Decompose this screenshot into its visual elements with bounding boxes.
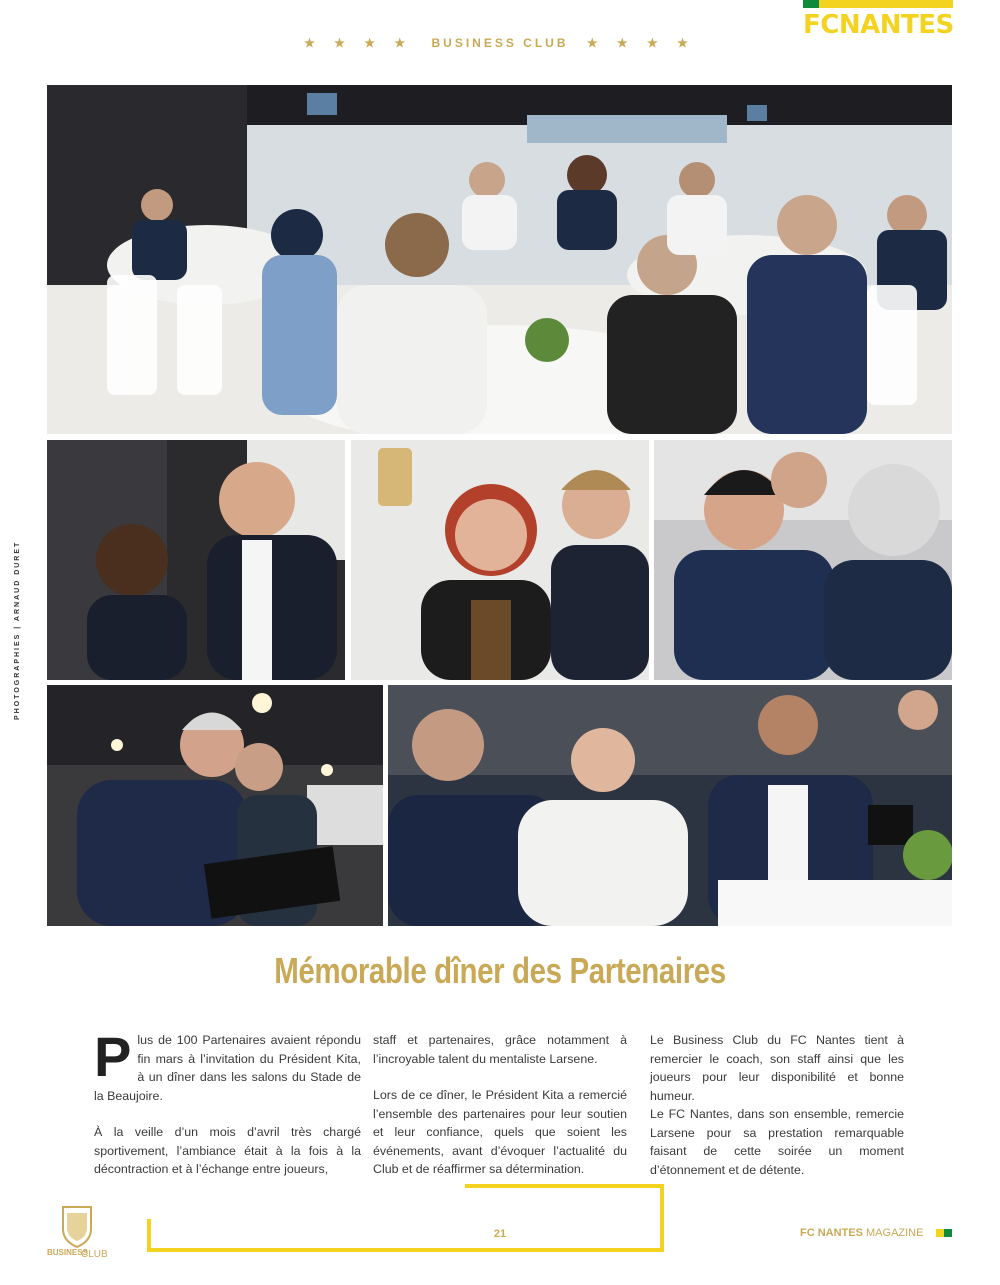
brand-yellow-block	[819, 0, 953, 8]
brand-color-bar	[803, 0, 953, 8]
col1-paragraph-2: À la veille d’un mois d’avril très chargé sportivement, l’ambiance était à la fois à la décontraction et à l’échange entre joueurs,	[94, 1125, 361, 1176]
col2-paragraph-1: staff et partenaires, grâce notamment à l’incroyable talent du mentaliste Larsene.	[373, 1033, 627, 1066]
footer-brand-bold: FC NANTES	[800, 1227, 863, 1239]
col1-paragraph-1: lus de 100 Partenaires avaient répondu fin mars à l’invitation du Président Kita, à un dîner dans les salons du Stade de la Beaujoire.	[94, 1033, 361, 1103]
business-club-logo-icon	[47, 1203, 107, 1259]
dropcap: P	[94, 1025, 132, 1088]
footer-color-mark	[936, 1229, 952, 1237]
footer-yellow-block	[936, 1229, 944, 1237]
section-label: BUSINESS CLUB	[431, 36, 569, 50]
photo-mentalist-table	[388, 685, 952, 926]
photo-selfie	[351, 440, 649, 680]
col3-paragraph-2: Le FC Nantes, dans son ensemble, remercie Larsene pour sa prestation remarquable faisant de cette soirée un moment d’étonnement et de détente.	[650, 1107, 904, 1177]
page-number: 21	[493, 1228, 507, 1240]
article-column-3	[650, 1031, 904, 1179]
footer-brand-light: MAGAZINE	[866, 1227, 924, 1239]
stars-left-icon: ★ ★ ★ ★	[304, 36, 414, 50]
photo-credit: PHOTOGRAPHIES | ARNAUD DURET	[14, 540, 21, 720]
brand-green-block	[803, 0, 819, 8]
photo-banquet-hall	[47, 85, 952, 434]
frame-line-top	[465, 1184, 663, 1188]
footer-brand	[800, 1227, 923, 1239]
brand-logo-text: FCNANTES	[803, 10, 954, 40]
col3-paragraph-1: Le Business Club du FC Nantes tient à remercier le coach, son staff ainsi que les joueurs pour leur disponibilité et bonne humeur.	[650, 1033, 904, 1103]
section-header	[0, 36, 1000, 50]
article-title: Mémorable dîner des Partenaires	[274, 950, 726, 991]
frame-line-bottom	[147, 1248, 664, 1252]
frame-line-right	[660, 1184, 664, 1252]
photo-president	[654, 440, 952, 680]
logo-text-club: CLUB	[81, 1249, 107, 1259]
photo-player-and-guest	[47, 440, 345, 680]
frame-line-left	[147, 1219, 151, 1252]
article-column-2	[373, 1031, 627, 1179]
photo-coach-book	[47, 685, 383, 926]
logo-text-business: BUSINESS	[47, 1248, 88, 1257]
col2-paragraph-2: Lors de ce dîner, le Président Kita a remercié l’ensemble des partenaires pour leur soutien et leur confiance, quels que soient les événements, avant d’évoquer l’actualité du Club et de réaffirmer sa détermination.	[373, 1088, 627, 1176]
footer-green-block	[944, 1229, 952, 1237]
stars-right-icon: ★ ★ ★ ★	[586, 36, 696, 50]
article-column-1	[94, 1025, 361, 1179]
